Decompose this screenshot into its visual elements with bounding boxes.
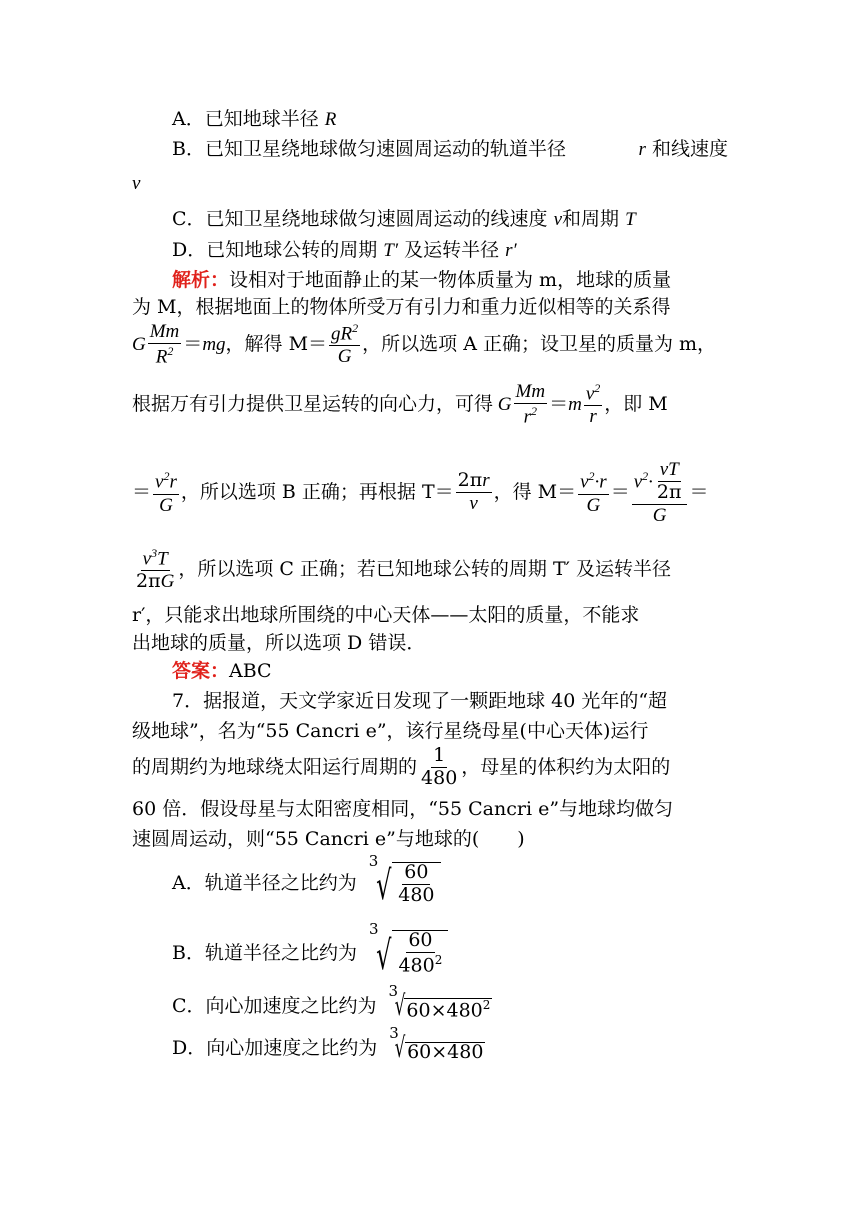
analysis-text-7: r′，只能求出地球所围绕的中心天体——太阳的质量，不能求 — [132, 604, 640, 626]
var-R: R — [324, 109, 337, 130]
q7-option-b-text: B．轨道半径之比约为 — [172, 941, 357, 964]
q7-text-1: 7．据报道，天文学家近日发现了一颗距地球 40 光年的“超 — [172, 690, 668, 712]
q7-text-4: 60 倍．假设母星与太阳密度相同，“55 Cancri e”与地球均做匀 — [132, 798, 674, 820]
q7-text-3a: 的周期约为地球绕太阳运行周期的 — [132, 755, 418, 778]
analysis-line-4: 根据万有引力提供卫星运转的向心力，可得 G Mm $r^2$ ＝m $v^2$ r ，即 M — [132, 381, 668, 428]
formula-Mm-over-R2: Mm $R^2$ — [149, 321, 180, 368]
q7-line-3 — [132, 746, 732, 789]
option-a-prev — [172, 110, 336, 129]
formula-gR2-over-G: $gR^2$ G — [331, 321, 359, 368]
q7-option-c[interactable] — [172, 982, 492, 1022]
q7-option-c-text: C．向心加速度之比约为 — [172, 994, 377, 1017]
option-a-text: A．已知地球半径 — [172, 108, 319, 130]
analysis-text-2: 为 M，根据地面上的物体所受万有引力和重力近似相等的关系得 — [132, 296, 671, 318]
var-T-prime: T′ — [383, 240, 399, 261]
cube-root-60x480: 3 √ 60×480 — [389, 1024, 484, 1064]
analysis-text-8: 出地球的质量，所以选项 D 错误． — [132, 632, 426, 654]
option-c-prev — [172, 210, 636, 229]
formula-v2r-over-G: $v^2r$ G — [155, 469, 177, 516]
option-d-prev — [172, 241, 517, 260]
analysis-label: 解析： — [172, 269, 230, 291]
formula-v2-over-r: $v^2$ r — [585, 381, 601, 428]
q7-option-a-text: A．轨道半径之比约为 — [172, 872, 357, 895]
option-b-tail: 和线速度 — [651, 138, 728, 160]
formula-nested: $v^2\cdot$ vT 2π G — [632, 460, 688, 526]
option-d-text: D．已知地球公转的周期 — [172, 239, 378, 261]
var-r: r — [638, 139, 646, 160]
cube-root-60-over-480: 3 √ $\frac{60}{480}$ — [371, 862, 441, 906]
formula-v2r-over-G-2: $v^2\cdot r$ G — [580, 469, 607, 516]
analysis-text-4b: ，即 M — [604, 393, 668, 416]
analysis-line-3: G Mm $R^2$ ＝mg ，解得 M＝ $gR^2$ G ，所以选项 A 正确；设卫星的质量为 m， — [132, 321, 717, 368]
formula-2pir-over-v: 2πr v — [457, 469, 490, 515]
var-v: v — [553, 209, 563, 230]
analysis-text-1: 设相对于地面静止的某一物体质量为 m，地球的质量 — [229, 269, 672, 291]
answer-value: ABC — [229, 660, 272, 682]
analysis-text-3b: ，所以选项 A 正确；设卫星的质量为 m， — [362, 333, 717, 356]
q7-text-5: 速圆周运动，则“55 Cancri e”与地球的( ) — [132, 828, 525, 850]
analysis-text-5b: ，得 M＝ — [493, 481, 577, 504]
q7-option-d-text: D．向心加速度之比约为 — [172, 1036, 378, 1059]
formula-Mm-over-r2: Mm $r^2$ — [515, 381, 546, 428]
answer-label: 答案： — [172, 660, 230, 682]
answer-line — [172, 662, 272, 681]
analysis-line-6 — [132, 547, 732, 592]
q7-text-3b: ，母星的体积约为太阳的 — [461, 755, 671, 778]
fraction-1-over-480: 1 480 — [421, 744, 458, 789]
option-b-line2: v — [132, 173, 141, 194]
q7-option-a[interactable] — [172, 852, 441, 909]
analysis-text-3a: ，解得 M＝ — [225, 333, 328, 356]
option-b-prev — [172, 140, 728, 159]
cube-root-60-over-480sq: 3 √ $\frac{60}{480^2}$ — [371, 930, 448, 976]
q7-text-2: 级地球”，名为“55 Cancri e”，该行星绕母星(中心天体)运行 — [132, 720, 649, 742]
formula-v3T-over-2piG: $v^3T$ 2πG — [136, 546, 175, 593]
analysis-line-1 — [172, 271, 728, 290]
analysis-text-4: 根据万有引力提供卫星运转的向心力，可得 — [132, 393, 494, 416]
analysis-line-5: ＝ $v^2r$ G ，所以选项 B 正确；再根据 T＝ 2πr v ，得 M＝ $v^2\cdot r$ G ＝ $v^2\cdot$ vT 2π G ＝ — [132, 459, 709, 526]
q7-option-b[interactable] — [172, 920, 448, 980]
cube-root-60x480sq: 3 √ $60\times 480^2$ — [388, 982, 491, 1022]
option-d-mid: 及运转半径 — [404, 239, 500, 261]
option-b-text: B．已知卫星绕地球做匀速圆周运动的轨道半径 — [172, 138, 566, 160]
var-T: T — [625, 209, 636, 230]
option-c-text: C．已知卫星绕地球做匀速圆周运动的线速度 — [172, 208, 548, 230]
var-r-prime: r′ — [505, 240, 517, 261]
analysis-text-5a: ，所以选项 B 正确；再根据 T＝ — [180, 481, 454, 504]
option-c-mid: 和周期 — [562, 208, 620, 230]
q7-option-d[interactable] — [172, 1024, 485, 1064]
analysis-text-6: ，所以选项 C 正确；若已知地球公转的周期 T′ 及运转半径 — [178, 558, 671, 581]
